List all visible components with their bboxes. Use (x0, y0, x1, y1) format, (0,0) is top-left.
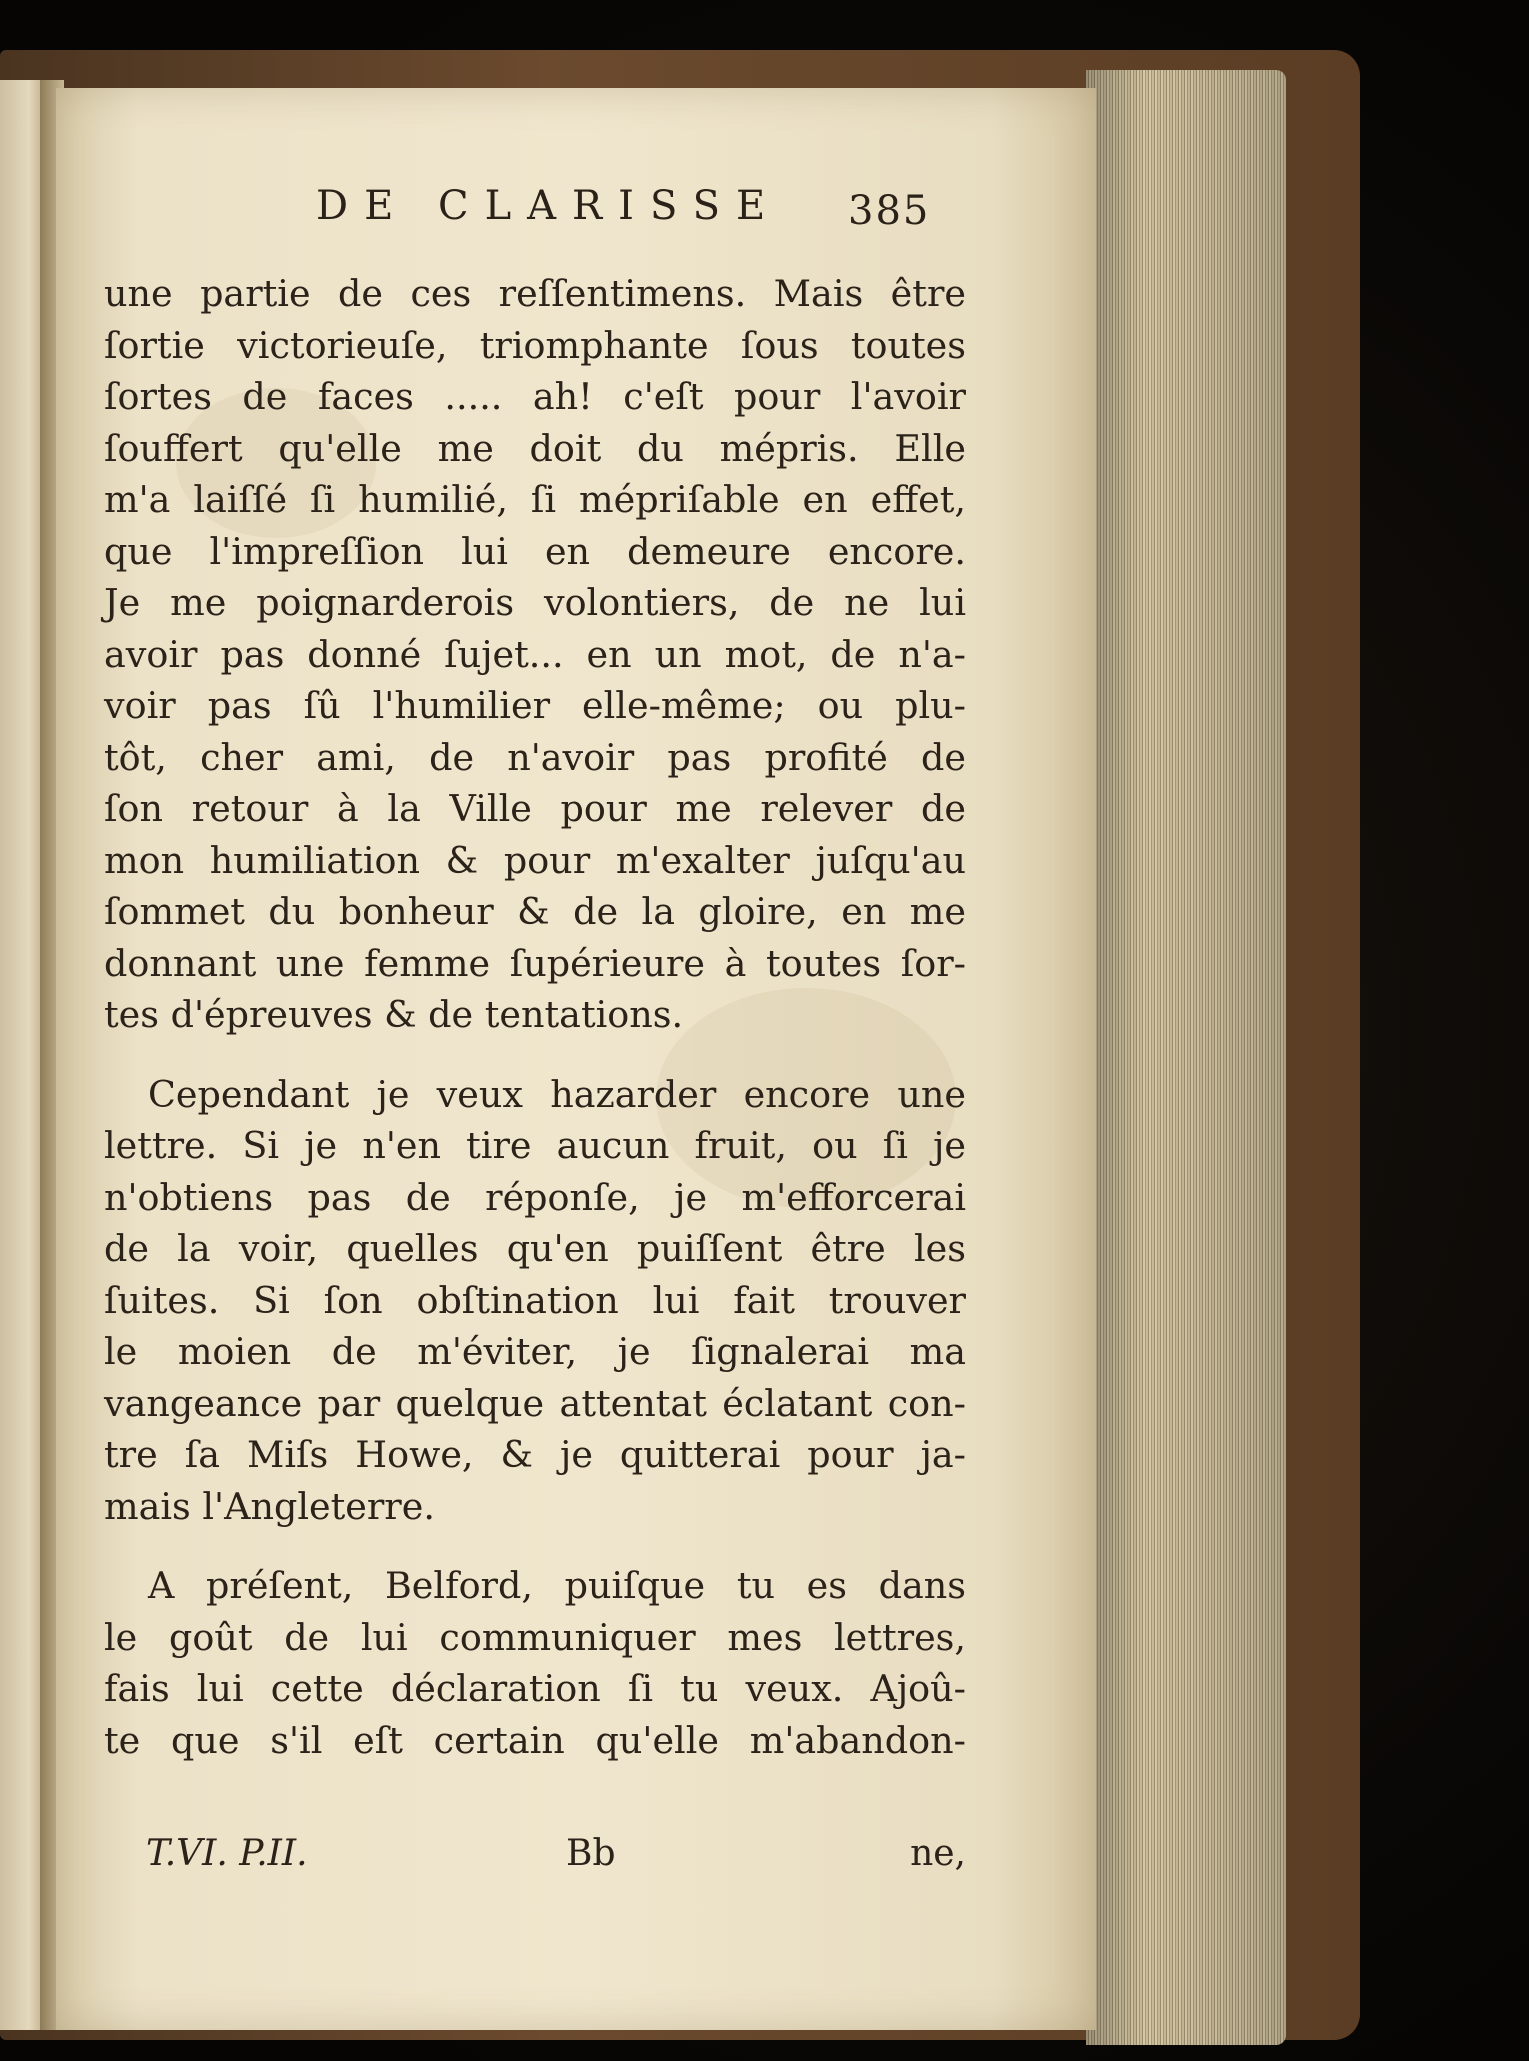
text-line: tôt, cher ami, de n'avoir pas profité de (104, 735, 966, 779)
text-line: ſortie victorieuſe, triomphante ſous toutes (104, 323, 966, 367)
paragraph-gap (104, 1041, 966, 1069)
text-line: avoir pas donné ſujet... en un mot, de n'a- (104, 632, 966, 676)
text-line: Cependant je veux hazarder encore une (148, 1072, 966, 1116)
text-line: lettre. Si je n'en tire aucun fruit, ou ſi je (104, 1124, 966, 1167)
page-footer (146, 1833, 966, 1883)
page-number: 385 (848, 188, 931, 234)
text-line: ſouffert qu'elle me doit du mépris. Elle (104, 426, 966, 470)
text-line: le goût de lui communiquer mes lettres, (104, 1615, 966, 1659)
text-line: A préſent, Belford, puiſque tu es dans (148, 1564, 966, 1607)
text-line: fais lui cette déclaration ſi tu veux. Ajoû- (104, 1667, 966, 1710)
text-line: te que s'il eſt certain qu'elle m'abandon- (104, 1718, 966, 1762)
paragraph-2 (104, 1069, 966, 1533)
text-line: ſon retour à la Ville pour me relever de (104, 787, 966, 830)
text-line: mon humiliation & pour m'exalter juſqu'au (104, 838, 966, 882)
signature: T.VI. P.II. (146, 1833, 308, 1874)
text-line: le moien de m'éviter, je ſignalerai ma (104, 1330, 966, 1373)
paragraph-3 (104, 1560, 966, 1766)
page-edges-shade (1086, 70, 1286, 2045)
text-line: vangeance par quelque attentat éclatant con- (104, 1381, 966, 1425)
running-head: DE CLARISSE (316, 183, 782, 229)
text-line: ſuites. Si ſon obſtination lui fait trouver (104, 1278, 966, 1322)
body-text (104, 268, 966, 1766)
text-line: de la voir, quelles qu'en puiſſent être les (104, 1227, 966, 1270)
text-line: tes d'épreuves & de tentations. (104, 993, 684, 1036)
text-line: voir pas ſû l'humilier elle-même; ou plu- (104, 684, 966, 727)
paragraph-gap (104, 1532, 966, 1560)
text-line: tre ſa Miſs Howe, & je quitterai pour ja- (104, 1433, 966, 1476)
page-content (56, 88, 1096, 2030)
text-line: ſommet du bonheur & de la gloire, en me (104, 890, 966, 933)
paragraph-1 (104, 268, 966, 1041)
text-line: que l'impreſſion lui en demeure encore. (104, 529, 966, 573)
text-line: n'obtiens pas de réponſe, je m'efforcerai (104, 1175, 966, 1219)
text-line: ſortes de faces ..... ah! c'eſt pour l'avoir (104, 375, 966, 418)
text-line: m'a laiſſé ſi humilié, ſi mépriſable en effet, (104, 478, 966, 521)
signature-mark: Bb (566, 1833, 616, 1874)
text-line: donnant une femme ſupérieure à toutes ſor- (104, 941, 966, 985)
catchword: ne, (910, 1833, 966, 1874)
text-line: mais l'Angleterre. (104, 1484, 435, 1528)
text-line: Je me poignarderois volontiers, de ne lui (104, 581, 966, 624)
text-line: une partie de ces reſſentimens. Mais être (104, 272, 966, 315)
